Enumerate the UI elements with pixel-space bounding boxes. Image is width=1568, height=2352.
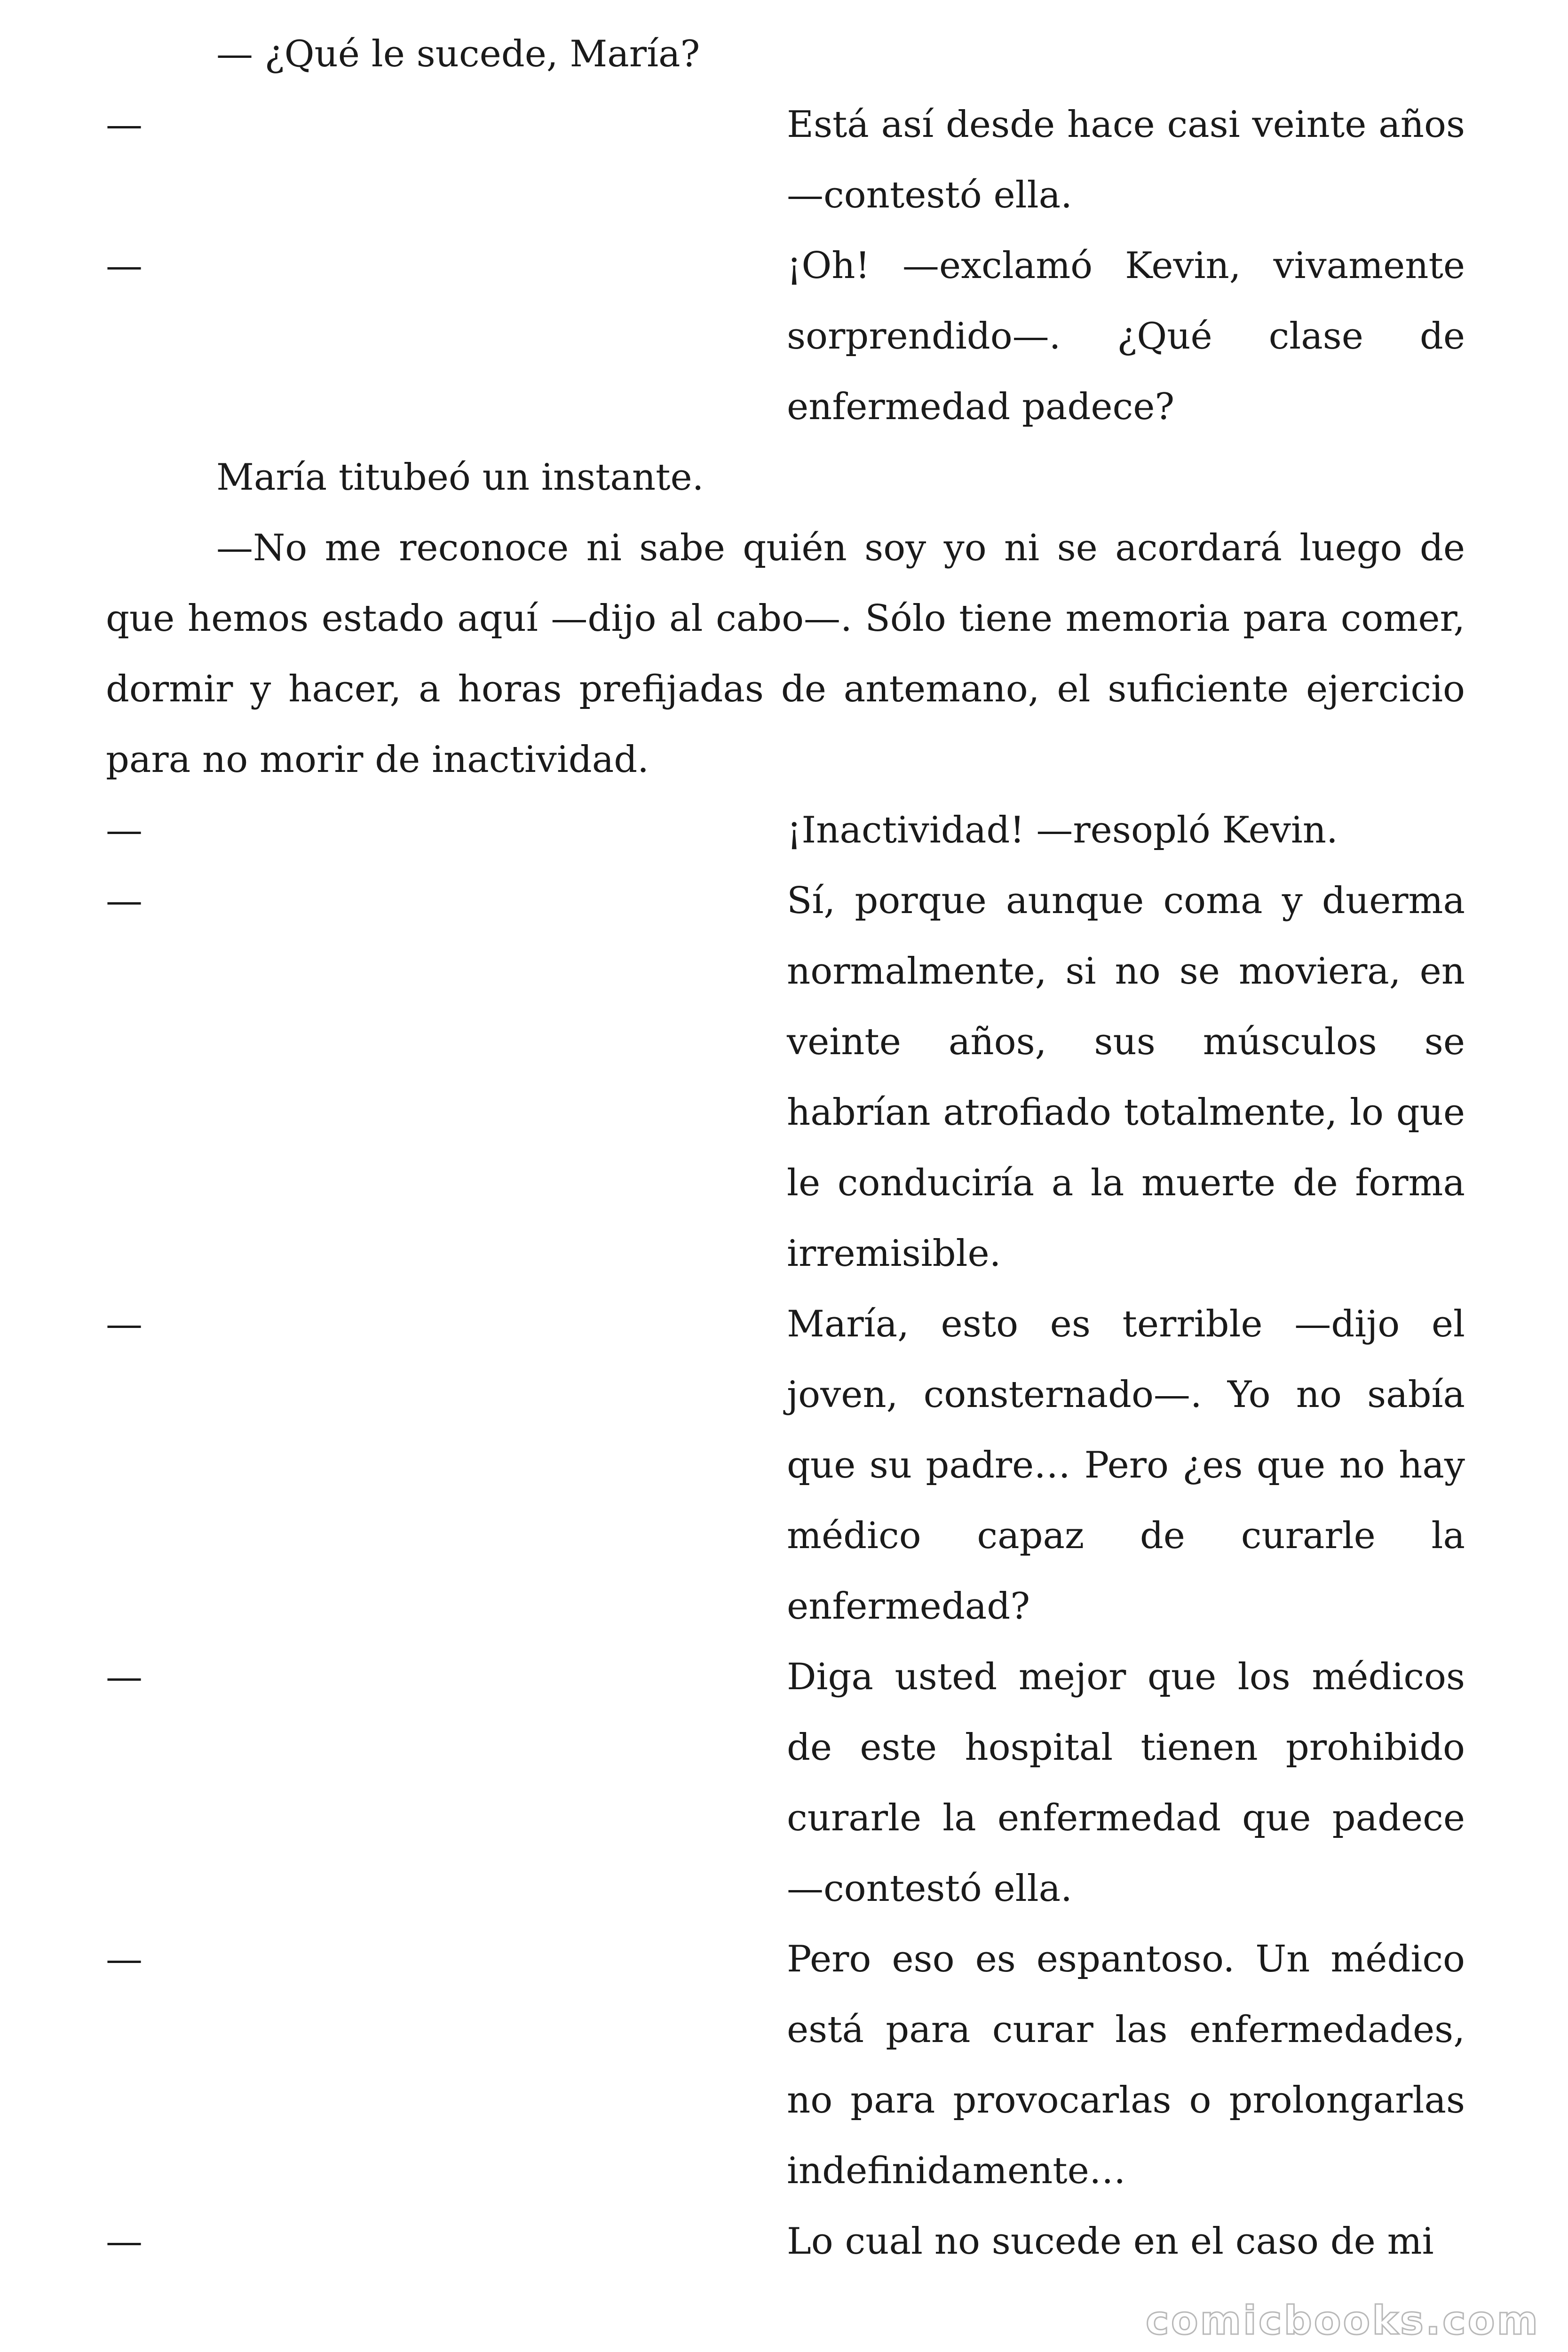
dialogue-dash: — <box>106 809 143 851</box>
dialogue-line <box>106 1924 1465 2206</box>
dialogue-dash: — <box>106 103 143 146</box>
dialogue-text: Diga usted mejor que los médicos de este hospital tienen prohibido curarle la enfermedad que padece —contestó ella. <box>787 1656 1465 1910</box>
dialogue-text: María, esto es terrible —dijo el joven, consternado—. Yo no sabía que su padre… Pero ¿es que no hay médico capaz de curarle la enfermedad? <box>787 1303 1465 1628</box>
dialogue-dash: — <box>106 1303 143 1345</box>
dialogue-line <box>106 1642 1465 1924</box>
dialogue-line <box>106 795 1465 866</box>
dialogue-text: Pero eso es espantoso. Un médico está para curar las enfermedades, no para provocarlas o prolongarlas indefinidamente… <box>787 1938 1465 2192</box>
dialogue-line <box>106 2206 1465 2277</box>
dialogue-line <box>106 89 1465 230</box>
dialogue-line <box>106 230 1465 442</box>
dialogue-dash: — <box>106 2220 143 2263</box>
dialogue-line <box>106 1289 1465 1642</box>
dialogue-text: ¡Oh! —exclamó Kevin, vivamente sorprendido—. ¿Qué clase de enfermedad padece? <box>787 245 1465 428</box>
text-column <box>106 19 1465 2277</box>
dialogue-dash: — <box>106 1938 143 1980</box>
dialogue-dash: — <box>106 880 143 922</box>
dialogue-dash: — <box>106 1656 143 1698</box>
site-watermark: comicbooks.com <box>1146 2297 1540 2344</box>
narrative-paragraph: — ¿Qué le sucede, María? <box>216 33 700 75</box>
dialogue-text: ¡Inactividad! —resopló Kevin. <box>787 809 1338 851</box>
dialogue-dash: — <box>106 245 143 287</box>
dialogue-text: Lo cual no sucede en el caso de mi <box>787 2220 1434 2263</box>
dialogue-text: Sí, porque aunque coma y duerma normalmente, si no se moviera, en veinte años, sus músculos se habrían atrofiado totalmente, lo que le conduciría a la muerte de forma irremisible. <box>787 880 1465 1275</box>
narrative-paragraph: —No me reconoce ni sabe quién soy yo ni se acordará luego de que hemos estado aquí —dijo al cabo—. Sólo tiene memoria para comer, dormir y hacer, a horas prefijadas de antemano, el suficiente ejercicio para no morir de inactividad. <box>106 527 1465 781</box>
dialogue-text: Está así desde hace casi veinte años —contestó ella. <box>787 103 1465 216</box>
narrative-paragraph: María titubeó un instante. <box>216 456 704 499</box>
dialogue-line <box>106 866 1465 1289</box>
